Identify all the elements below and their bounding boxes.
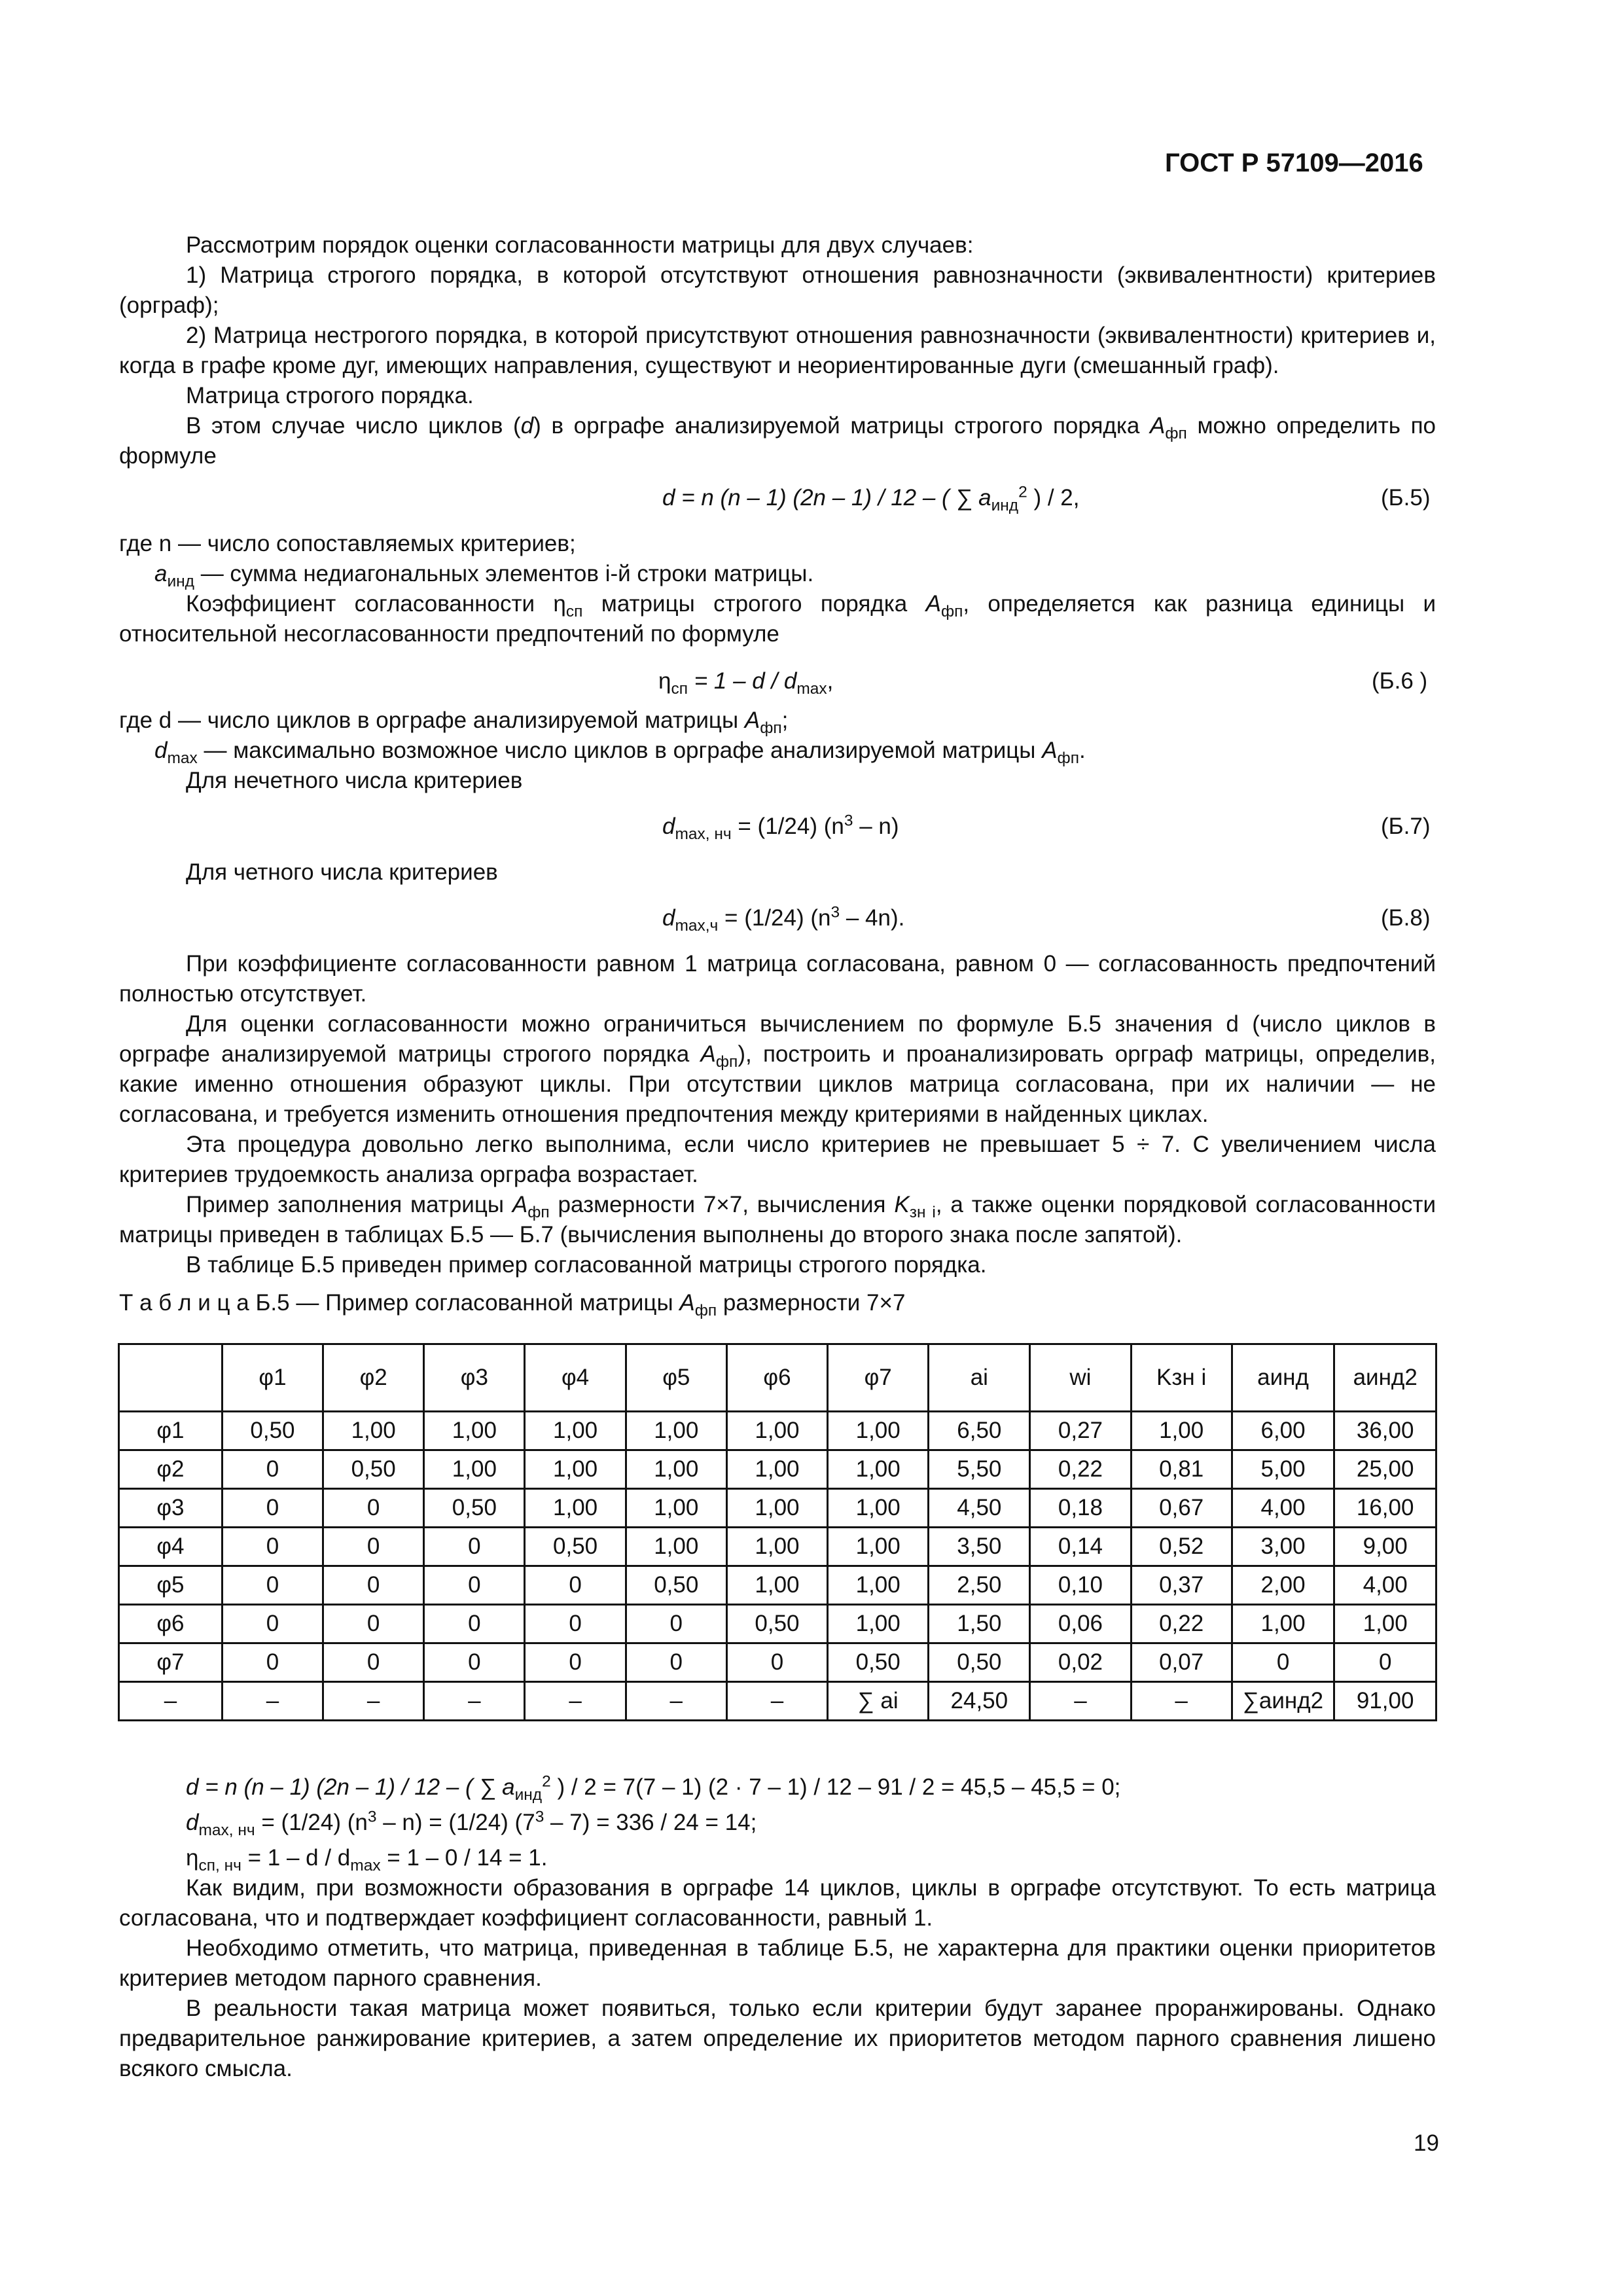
table-cell: 0 <box>222 1489 323 1528</box>
table-cell: 0,50 <box>525 1528 626 1566</box>
table-cell: 0 <box>323 1489 424 1528</box>
table-cell: 2,00 <box>1232 1566 1334 1605</box>
table-cell: φ4 <box>119 1528 223 1566</box>
where-dmax: $d_{max}$ — максимально возможное число циклов в орграфе анализируемой матрицы $A_{фп}$. <box>154 738 1086 767</box>
paragraph-consistency: При коэффициенте согласованности равном 1 матрица согласована, равном 0 — согласованность предпочтений полностью отсутствует. <box>119 951 1436 1007</box>
table-header-cell: Kзн i <box>1131 1344 1232 1412</box>
table-cell: 1,00 <box>726 1528 827 1566</box>
table-cell: 6,50 <box>929 1412 1030 1450</box>
table-cell: ∑ ai <box>828 1682 929 1721</box>
table-cell: 0,67 <box>1131 1489 1232 1528</box>
document-code: ГОСТ Р 57109—2016 <box>1165 149 1423 177</box>
table-cell: 0 <box>424 1566 525 1605</box>
table-header-cell: ai <box>929 1344 1030 1412</box>
table-cell: 0 <box>323 1528 424 1566</box>
table-cell: 1,00 <box>626 1528 726 1566</box>
table-cell: – <box>222 1682 323 1721</box>
paragraph-odd: Для нечетного числа критериев <box>186 768 523 793</box>
table-cell: 1,00 <box>726 1450 827 1489</box>
table-cell: 0 <box>222 1605 323 1643</box>
table-cell: φ6 <box>119 1605 223 1643</box>
formula-b6-number: (Б.6 ) <box>1372 668 1428 694</box>
table-header-cell: φ3 <box>424 1344 525 1412</box>
table-cell: 0 <box>525 1605 626 1643</box>
formula-b8-number: (Б.8) <box>1381 905 1431 931</box>
table-cell: – <box>626 1682 726 1721</box>
table-cell: 25,00 <box>1334 1450 1436 1489</box>
table-row <box>119 1643 1436 1682</box>
table-cell: – <box>323 1682 424 1721</box>
formula-b7: $d_{max, нч} = (1/24)$ $(n^3 - n)$ <box>662 812 899 843</box>
table-header-row <box>119 1344 1436 1412</box>
table-cell: 5,00 <box>1232 1450 1334 1489</box>
table-cell: 1,00 <box>626 1489 726 1528</box>
table-cell: 1,00 <box>424 1450 525 1489</box>
formula-b5: d = n (n – 1) (2n – 1) / 12 – ( ∑ $a_{инд}^2$ ) / 2, <box>662 483 1080 514</box>
table-cell: 0 <box>1334 1643 1436 1682</box>
paragraph-note: Необходимо отметить, что матрица, приведенная в таблице Б.5, не характерна для практики оценки приоритетов критериев методом парного сравнения. <box>119 1935 1436 1991</box>
table-cell: 0,37 <box>1131 1566 1232 1605</box>
table-cell: 1,00 <box>626 1412 726 1450</box>
paragraph-table-intro: В таблице Б.5 приведен пример согласованной матрицы строгого порядка. <box>186 1252 987 1278</box>
paragraph-coefficient: Коэффициент согласованности $\eta_{сп}$ матрицы строгого порядка $A_{фп}$, определяется как разница единицы и относительной несогласованности предпочтений по формуле <box>119 591 1436 647</box>
calculation-cycles: d = n (n – 1) (2n – 1) / 12 – ( ∑ $a_{инд}^2$ ) / 2 = 7(7 – 1) (2 · 7 – 1) / 12 – 91 / 2 = 45,5 – 45,5 = 0; <box>186 1772 1121 1804</box>
table-cell: 1,00 <box>828 1605 929 1643</box>
table-header-cell: aинд <box>1232 1344 1334 1412</box>
table-cell: 0,22 <box>1131 1605 1232 1643</box>
table-cell: 2,50 <box>929 1566 1030 1605</box>
table-cell: 4,00 <box>1232 1489 1334 1528</box>
table-header-cell: φ7 <box>828 1344 929 1412</box>
table-cell: 4,50 <box>929 1489 1030 1528</box>
table-header-cell: wi <box>1030 1344 1131 1412</box>
table-cell: 24,50 <box>929 1682 1030 1721</box>
table-cell: 0 <box>424 1528 525 1566</box>
table-cell: 0,50 <box>424 1489 525 1528</box>
calculation-dmax: $d_{max, нч} = (1/24)$ $(n^3 - n) = (1/24)$ $(7^3 - 7) = 336 / 24 = 14$; <box>186 1808 757 1839</box>
table-header-cell: φ1 <box>222 1344 323 1412</box>
table-cell: 0,06 <box>1030 1605 1131 1643</box>
table-cell: 3,50 <box>929 1528 1030 1566</box>
table-cell: φ5 <box>119 1566 223 1605</box>
table-cell: 1,00 <box>828 1528 929 1566</box>
table-cell: 16,00 <box>1334 1489 1436 1528</box>
paragraph-case2: 2) Матрица нестрогого порядка, в которой присутствуют отношения равнозначности (эквивалентности) критериев и, когда в графе кроме дуг, имеющих направления, существуют и неориентированные дуги (смешанный граф). <box>119 323 1436 378</box>
page-number: 19 <box>1414 2130 1439 2156</box>
formula-b8: $d_{max,ч} = (1/24)$ $(n^3 - 4n)$. <box>662 903 905 935</box>
table-header-cell <box>119 1344 223 1412</box>
table-cell: 0,50 <box>323 1450 424 1489</box>
table-cell: 0 <box>726 1643 827 1682</box>
table-cell: 0 <box>222 1643 323 1682</box>
table-row <box>119 1528 1436 1566</box>
table-header-cell: φ2 <box>323 1344 424 1412</box>
table-cell: 0,10 <box>1030 1566 1131 1605</box>
table-cell: 1,00 <box>424 1412 525 1450</box>
formula-b6: $\eta_{сп} = 1 - d / d_{max}$, <box>658 668 834 698</box>
table-cell: 0,50 <box>626 1566 726 1605</box>
table-cell: 1,00 <box>525 1450 626 1489</box>
table-cell: 0,50 <box>929 1643 1030 1682</box>
table-cell: 1,00 <box>1334 1605 1436 1643</box>
table-row <box>119 1605 1436 1643</box>
table-cell: 6,00 <box>1232 1412 1334 1450</box>
table-cell: 0 <box>424 1643 525 1682</box>
where-aind: $a_{инд}$ — сумма недиагональных элементов i-й строки матрицы. <box>154 561 814 590</box>
paragraph-strict-heading: Матрица строгого порядка. <box>186 383 474 408</box>
table-cell: 0 <box>1232 1643 1334 1682</box>
table-cell: 0 <box>626 1605 726 1643</box>
table-cell: φ1 <box>119 1412 223 1450</box>
table-cell: 1,00 <box>1131 1412 1232 1450</box>
table-cell: 1,00 <box>828 1566 929 1605</box>
table-cell: 5,50 <box>929 1450 1030 1489</box>
table-cell: 1,00 <box>525 1412 626 1450</box>
table-cell: 0,18 <box>1030 1489 1131 1528</box>
paragraph-assessment: Для оценки согласованности можно ограничиться вычислением по формуле Б.5 значения d (число циклов в орграфе анализируемой матрицы строгого порядка $A_{фп}$), построить и проанализировать орграф матрицы, определив, какие именно отношения образуют циклы. При отсутствии циклов матрица согласована, при их наличии — не согласована, и требуется изменить отношения предпочтения между критериями в найденных циклах. <box>119 1011 1436 1127</box>
paragraph-procedure: Эта процедура довольно легко выполнима, если число критериев не превышает 5 ÷ 7. С увеличением числа критериев трудоемкость анализа орграфа возрастает. <box>119 1132 1436 1187</box>
table-cell: 1,00 <box>828 1489 929 1528</box>
paragraph-reality: В реальности такая матрица может появиться, только если критерии будут заранее проранжированы. Однако предварительное ранжирование критериев, а затем определение их приоритетов методом парного сравнения лишено всякого смысла. <box>119 1996 1436 2081</box>
paragraph-conclusion: Как видим, при возможности образования в орграфе 14 циклов, циклы в орграфе отсутствуют. То есть матрица согласована, что и подтверждает коэффициент согласованности, равный 1. <box>119 1875 1436 1931</box>
table-cell: 1,00 <box>1232 1605 1334 1643</box>
table-cell: – <box>1030 1682 1131 1721</box>
table-cell: 1,50 <box>929 1605 1030 1643</box>
formula-b5-number: (Б.5) <box>1381 485 1431 511</box>
table-cell: 0 <box>424 1605 525 1643</box>
table-cell: – <box>1131 1682 1232 1721</box>
table-cell: 0 <box>323 1566 424 1605</box>
table-cell: 3,00 <box>1232 1528 1334 1566</box>
calculation-eta: $\eta_{сп, нч} = 1 - d / d_{max} = 1 - 0 / 14 = 1$. <box>186 1845 548 1874</box>
table-cell: 1,00 <box>626 1450 726 1489</box>
table-caption: Т а б л и ц а Б.5 — Пример согласованной матрицы $A_{фп}$ размерности 7×7 <box>119 1290 906 1319</box>
table-cell: 0 <box>222 1450 323 1489</box>
paragraph-example: Пример заполнения матрицы $A_{фп}$ размерности 7×7, вычисления $K_{зн i}$, а также оценки порядковой согласованности матрицы приведен в таблицах Б.5 — Б.7 (вычисления выполнены до второго знака после запятой). <box>119 1192 1436 1247</box>
paragraph-even: Для четного числа критериев <box>186 859 498 885</box>
table-cell: 0,07 <box>1131 1643 1232 1682</box>
table-cell: 0 <box>525 1643 626 1682</box>
table-cell: 0,02 <box>1030 1643 1131 1682</box>
table-cell: – <box>119 1682 223 1721</box>
table-cell: 91,00 <box>1334 1682 1436 1721</box>
table-cell: 0,52 <box>1131 1528 1232 1566</box>
table-row <box>119 1489 1436 1528</box>
table-row <box>119 1682 1436 1721</box>
table-cell: φ3 <box>119 1489 223 1528</box>
table-cell: 0,50 <box>726 1605 827 1643</box>
table-row <box>119 1412 1436 1450</box>
table-cell: 0 <box>626 1643 726 1682</box>
paragraph-cycles: В этом случае число циклов (d) в орграфе анализируемой матрицы строгого порядка $A_{фп}$ можно определить по формуле <box>119 413 1436 469</box>
table-cell: 0,14 <box>1030 1528 1131 1566</box>
paragraph-intro: Рассмотрим порядок оценки согласованности матрицы для двух случаев: <box>186 232 974 258</box>
table-cell: ∑aинд2 <box>1232 1682 1334 1721</box>
table-cell: 0,50 <box>828 1643 929 1682</box>
table-cell: 36,00 <box>1334 1412 1436 1450</box>
where-d: где d — число циклов в орграфе анализируемой матрицы $A_{фп}$; <box>119 708 789 737</box>
table-header-cell: φ4 <box>525 1344 626 1412</box>
table-cell: 0,27 <box>1030 1412 1131 1450</box>
table-cell: φ2 <box>119 1450 223 1489</box>
where-n: где n — число сопоставляемых критериев; <box>119 531 576 556</box>
table-cell: 0,50 <box>222 1412 323 1450</box>
table-row <box>119 1566 1436 1605</box>
table-cell: 0 <box>525 1566 626 1605</box>
table-cell: 1,00 <box>323 1412 424 1450</box>
table-cell: 1,00 <box>828 1450 929 1489</box>
table-cell: 1,00 <box>726 1489 827 1528</box>
table-cell: 0 <box>222 1566 323 1605</box>
table-cell: – <box>525 1682 626 1721</box>
table-cell: 0 <box>323 1605 424 1643</box>
table-cell: 0,22 <box>1030 1450 1131 1489</box>
table-cell: 0 <box>222 1528 323 1566</box>
table-cell: 0 <box>323 1643 424 1682</box>
table-cell: 4,00 <box>1334 1566 1436 1605</box>
table-cell: – <box>726 1682 827 1721</box>
formula-b7-number: (Б.7) <box>1381 814 1431 839</box>
table-cell: 0,81 <box>1131 1450 1232 1489</box>
table-cell: 1,00 <box>525 1489 626 1528</box>
table-header-cell: aинд2 <box>1334 1344 1436 1412</box>
table-header-cell: φ5 <box>626 1344 726 1412</box>
table-cell: φ7 <box>119 1643 223 1682</box>
table-header-cell: φ6 <box>726 1344 827 1412</box>
table-cell: 9,00 <box>1334 1528 1436 1566</box>
matrix-table <box>118 1343 1437 1721</box>
table-cell: – <box>424 1682 525 1721</box>
table-row <box>119 1450 1436 1489</box>
table-cell: 1,00 <box>726 1566 827 1605</box>
table-cell: 1,00 <box>828 1412 929 1450</box>
table-cell: 1,00 <box>726 1412 827 1450</box>
paragraph-case1: 1) Матрица строгого порядка, в которой отсутствуют отношения равнозначности (эквивалентности) критериев (орграф); <box>119 262 1436 318</box>
